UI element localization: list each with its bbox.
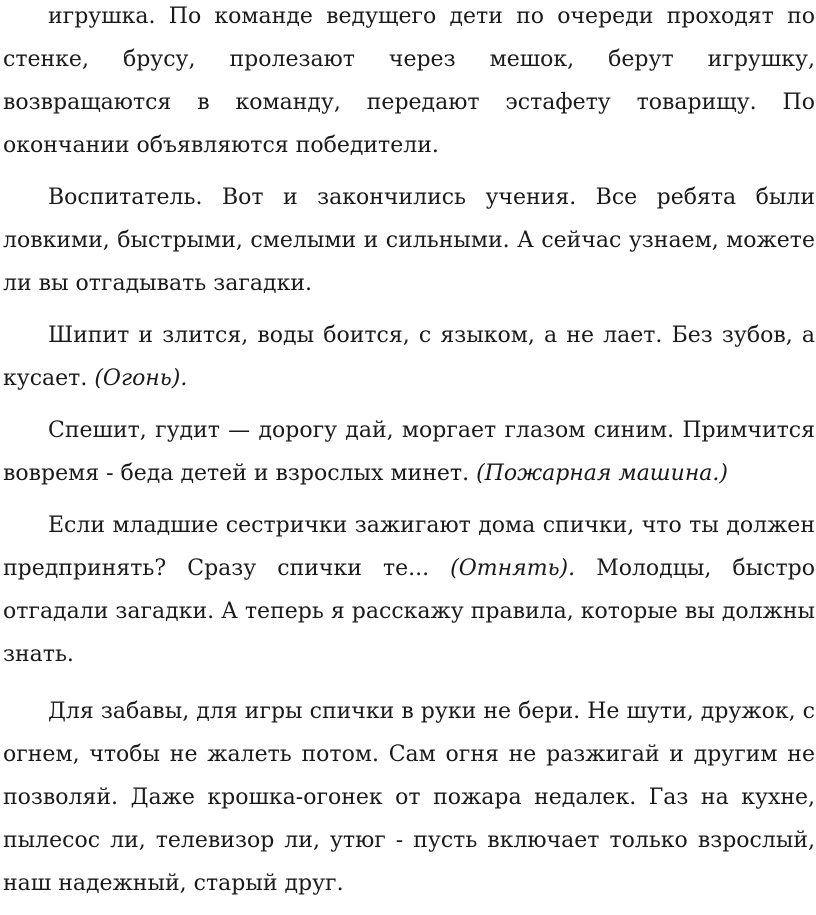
paragraph-text: Молодцы, быстро отгадали загадки. А теперь я расскажу правила, которые вы должны знать. [3,556,816,667]
paragraph-riddle-matches [3,504,815,676]
riddle-text: Спешит, гудит — дорогу дай, моргает глазом синим. Примчится вовремя - беда детей и взрослых минет. [3,418,815,486]
paragraph-riddle-firetruck [3,409,815,495]
riddle-text: Если младшие сестрички зажигают дома спички, что ты должен предпринять? Сразу спички те... [3,513,815,581]
paragraph-relay-rules [3,0,815,167]
riddle-text: Шипит и злится, воды боится, с языком, а не лает. Без зубов, а кусает. [3,323,815,391]
riddle-answer: (Пожарная машина.) [476,461,728,486]
paragraph-text: Воспитатель. Вот и закончились учения. Все ребята были ловкими, быстрыми, смелыми и сильными. А сейчас узнаем, можете ли вы отгадывать загадки. [3,185,815,296]
paragraph-safety-rules [3,690,815,905]
paragraph-teacher-intro [3,176,815,305]
document-page [3,0,815,905]
paragraph-riddle-fire [3,314,815,400]
riddle-answer: (Огонь). [94,366,188,391]
paragraph-text: игрушка. По команде ведущего дети по очереди проходят по стенке, брусу, пролезают через мешок, берут игрушку, возвращаются в команду, передают эстафету товарищу. По окончании объявляются победители. [3,4,815,158]
riddle-answer: (Отнять). [450,556,576,581]
paragraph-text: Для забавы, для игры спички в руки не бери. Не шути, дружок, с огнем, чтобы не жалеть потом. Сам огня не разжигай и другим не позволяй. Даже крошка-огонек от пожара недалек. Газ на кухне, пылесос ли, телевизор ли, утюг - пусть включает только взрослый, наш надежный, старый друг. [3,699,815,896]
